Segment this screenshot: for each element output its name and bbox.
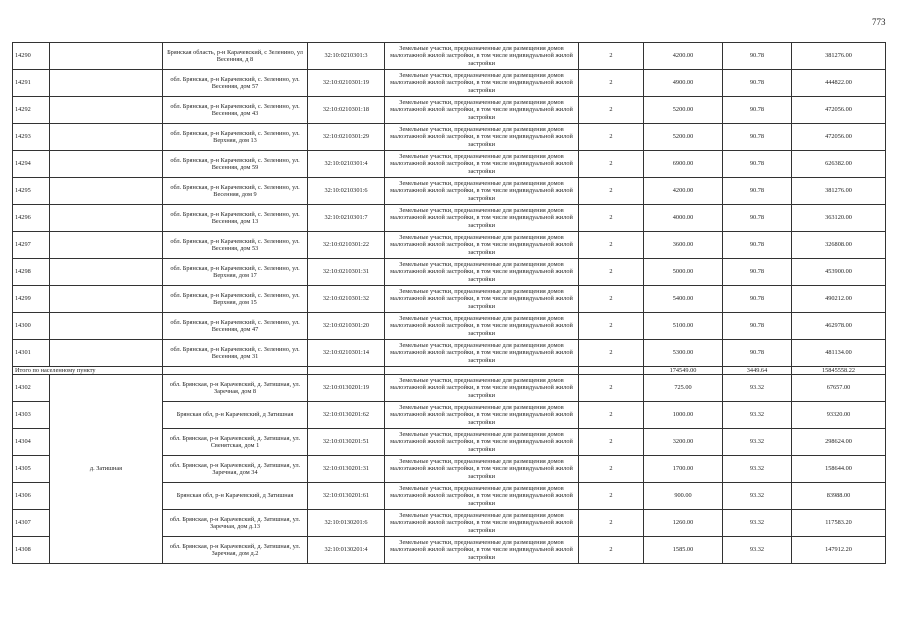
cost-cell: 481134.00 [792,340,886,367]
table-row [13,340,886,367]
rate-cell: 90.78 [723,259,792,286]
cost-cell: 326808.00 [792,232,886,259]
cost-cell: 444822.00 [792,70,886,97]
row-id: 14297 [13,232,50,259]
row-id: 14292 [13,97,50,124]
total-cost: 15845558.22 [792,367,886,375]
table-row [13,43,886,70]
address-cell: обл. Брянская, р-н Карачевский, с. Зеленино, ул. Весенняя, дом 13 [163,205,308,232]
area-cell: 900.00 [644,483,723,510]
cadastral-number: 32:10:0210301:20 [308,313,385,340]
cost-cell: 363120.00 [792,205,886,232]
land-use-cell: Земельные участки, предназначенные для размещения домов малоэтажной жилой застройки, в том числе индивидуальной жилой застройки [385,70,579,97]
rate-cell: 90.78 [723,97,792,124]
area-cell: 4900.00 [644,70,723,97]
address-cell: обл. Брянская, р-н Карачевский, с. Зеленино, ул. Весенняя, дом 57 [163,70,308,97]
cadastral-number: 32:10:0210301:22 [308,232,385,259]
category-cell: 2 [579,286,644,313]
cost-cell: 453900.00 [792,259,886,286]
land-use-cell: Земельные участки, предназначенные для размещения домов малоэтажной жилой застройки, в том числе индивидуальной жилой застройки [385,286,579,313]
area-cell: 5400.00 [644,286,723,313]
area-cell: 5200.00 [644,124,723,151]
address-cell: Брянская обл, р-н Карачевский, д Затишная [163,483,308,510]
land-use-cell: Земельные участки, предназначенные для размещения домов малоэтажной жилой застройки, в том числе индивидуальной жилой застройки [385,124,579,151]
category-cell: 2 [579,510,644,537]
category-cell: 2 [579,429,644,456]
land-use-cell: Земельные участки, предназначенные для размещения домов малоэтажной жилой застройки, в том числе индивидуальной жилой застройки [385,43,579,70]
area-cell: 4000.00 [644,205,723,232]
area-cell: 1260.00 [644,510,723,537]
row-id: 14293 [13,124,50,151]
land-use-cell: Земельные участки, предназначенные для размещения домов малоэтажной жилой застройки, в том числе индивидуальной жилой застройки [385,375,579,402]
total-rate: 3449.64 [723,367,792,375]
area-cell: 725.00 [644,375,723,402]
row-id: 14308 [13,537,50,564]
table-row [13,259,886,286]
cadastral-number: 32:10:0130201:4 [308,537,385,564]
cadastral-number: 32:10:0210301:19 [308,70,385,97]
table-row [13,375,886,402]
land-use-cell: Земельные участки, предназначенные для размещения домов малоэтажной жилой застройки, в том числе индивидуальной жилой застройки [385,402,579,429]
rate-cell: 93.32 [723,456,792,483]
cadastral-number: 32:10:0130201:62 [308,402,385,429]
total-empty [163,367,308,375]
land-use-cell: Земельные участки, предназначенные для размещения домов малоэтажной жилой застройки, в том числе индивидуальной жилой застройки [385,456,579,483]
cost-cell: 381276.00 [792,43,886,70]
category-cell: 2 [579,483,644,510]
address-cell: обл. Брянская, р-н Карачевский, с. Зеленино, ул. Весенняя, дом 31 [163,340,308,367]
rate-cell: 90.78 [723,70,792,97]
locality-name: д. Затишная [50,375,163,564]
category-cell: 2 [579,232,644,259]
empty-cell [50,340,163,367]
row-id: 14304 [13,429,50,456]
cost-cell: 472056.00 [792,124,886,151]
empty-cell [50,97,163,124]
area-cell: 3200.00 [644,429,723,456]
cadastral-number: 32:10:0130201:51 [308,429,385,456]
address-cell: обл. Брянская, р-н Карачевский, д. Затишная, ул. Свенятская, дом 1 [163,429,308,456]
land-registry-table [12,42,886,564]
empty-cell [50,313,163,340]
row-id: 14303 [13,402,50,429]
land-use-cell: Земельные участки, предназначенные для размещения домов малоэтажной жилой застройки, в том числе индивидуальной жилой застройки [385,313,579,340]
address-cell: обл. Брянская, р-н Карачевский, с. Зеленино, ул. Верхняя, дом 13 [163,124,308,151]
category-cell: 2 [579,205,644,232]
total-label: Итого по населенному пункту [13,367,163,375]
rate-cell: 90.78 [723,286,792,313]
rate-cell: 93.32 [723,375,792,402]
row-id: 14306 [13,483,50,510]
row-id: 14302 [13,375,50,402]
category-cell: 2 [579,259,644,286]
category-cell: 2 [579,537,644,564]
category-cell: 2 [579,70,644,97]
cost-cell: 626382.00 [792,151,886,178]
address-cell: обл. Брянская, р-н Карачевский, с. Зеленино, ул. Весенняя, дом 43 [163,97,308,124]
area-cell: 5200.00 [644,97,723,124]
cadastral-number: 32:10:0130201:6 [308,510,385,537]
land-use-cell: Земельные участки, предназначенные для размещения домов малоэтажной жилой застройки, в том числе индивидуальной жилой застройки [385,232,579,259]
address-cell: обл. Брянская, р-н Карачевский, с. Зеленино, ул. Весенняя, дом 53 [163,232,308,259]
rate-cell: 93.32 [723,429,792,456]
row-id: 14294 [13,151,50,178]
cadastral-number: 32:10:0210301:3 [308,43,385,70]
land-use-cell: Земельные участки, предназначенные для размещения домов малоэтажной жилой застройки, в том числе индивидуальной жилой застройки [385,483,579,510]
empty-cell [50,178,163,205]
rate-cell: 90.78 [723,178,792,205]
cost-cell: 67657.00 [792,375,886,402]
row-id: 14290 [13,43,50,70]
row-id: 14299 [13,286,50,313]
cost-cell: 93320.00 [792,402,886,429]
land-use-cell: Земельные участки, предназначенные для размещения домов малоэтажной жилой застройки, в том числе индивидуальной жилой застройки [385,151,579,178]
area-cell: 3600.00 [644,232,723,259]
table-row [13,178,886,205]
land-use-cell: Земельные участки, предназначенные для размещения домов малоэтажной жилой застройки, в том числе индивидуальной жилой застройки [385,537,579,564]
table-row [13,286,886,313]
rate-cell: 93.32 [723,510,792,537]
area-cell: 6900.00 [644,151,723,178]
address-cell: Брянская область, р-н Карачевский, с Зеленино, ул Весенняя, д 8 [163,43,308,70]
rate-cell: 90.78 [723,43,792,70]
row-id: 14295 [13,178,50,205]
cost-cell: 472056.00 [792,97,886,124]
table-row [13,313,886,340]
address-cell: обл. Брянская, р-н Карачевский, с. Зеленино, ул. Верхняя, дом 17 [163,259,308,286]
area-cell: 5100.00 [644,313,723,340]
rate-cell: 90.78 [723,151,792,178]
table-row [13,205,886,232]
rate-cell: 90.78 [723,124,792,151]
cadastral-number: 32:10:0210301:31 [308,259,385,286]
total-row [13,367,886,375]
empty-cell [50,232,163,259]
cost-cell: 117583.20 [792,510,886,537]
address-cell: обл. Брянская, р-н Карачевский, с. Зеленино, ул. Весенняя, дом 9 [163,178,308,205]
cost-cell: 147912.20 [792,537,886,564]
cadastral-number: 32:10:0210301:29 [308,124,385,151]
total-empty [308,367,385,375]
empty-cell [50,124,163,151]
cadastral-number: 32:10:0210301:4 [308,151,385,178]
empty-cell [50,259,163,286]
rate-cell: 93.32 [723,537,792,564]
land-use-cell: Земельные участки, предназначенные для размещения домов малоэтажной жилой застройки, в том числе индивидуальной жилой застройки [385,205,579,232]
table-row [13,232,886,259]
empty-cell [50,151,163,178]
land-use-cell: Земельные участки, предназначенные для размещения домов малоэтажной жилой застройки, в том числе индивидуальной жилой застройки [385,259,579,286]
row-id: 14300 [13,313,50,340]
rate-cell: 90.78 [723,205,792,232]
cost-cell: 158644.00 [792,456,886,483]
address-cell: обл. Брянская, р-н Карачевский, д. Затишная, ул. Заречная, дом 34 [163,456,308,483]
category-cell: 2 [579,43,644,70]
rate-cell: 90.78 [723,313,792,340]
category-cell: 2 [579,402,644,429]
row-id: 14298 [13,259,50,286]
table-row [13,70,886,97]
rate-cell: 90.78 [723,340,792,367]
total-empty [579,367,644,375]
category-cell: 2 [579,178,644,205]
category-cell: 2 [579,313,644,340]
address-cell: обл. Брянская, р-н Карачевский, с. Зеленино, ул. Весенняя, дом 59 [163,151,308,178]
address-cell: обл. Брянская, р-н Карачевский, с. Зеленино, ул. Верхняя, дом 15 [163,286,308,313]
cadastral-number: 32:10:0210301:6 [308,178,385,205]
cadastral-number: 32:10:0210301:32 [308,286,385,313]
area-cell: 1585.00 [644,537,723,564]
address-cell: Брянская обл, р-н Карачевский, д Затишная [163,402,308,429]
land-use-cell: Земельные участки, предназначенные для размещения домов малоэтажной жилой застройки, в том числе индивидуальной жилой застройки [385,178,579,205]
rate-cell: 93.32 [723,483,792,510]
page-number: 773 [872,17,886,27]
rate-cell: 93.32 [723,402,792,429]
row-id: 14291 [13,70,50,97]
rate-cell: 90.78 [723,232,792,259]
area-cell: 5000.00 [644,259,723,286]
area-cell: 1700.00 [644,456,723,483]
category-cell: 2 [579,124,644,151]
total-empty [385,367,579,375]
area-cell: 5300.00 [644,340,723,367]
cost-cell: 490212.00 [792,286,886,313]
table-row [13,151,886,178]
address-cell: обл. Брянская, р-н Карачевский, с. Зеленино, ул. Весенняя, дом 47 [163,313,308,340]
cost-cell: 298624.00 [792,429,886,456]
category-cell: 2 [579,375,644,402]
total-area: 174549.00 [644,367,723,375]
category-cell: 2 [579,151,644,178]
cost-cell: 381276.00 [792,178,886,205]
cadastral-number: 32:10:0130201:19 [308,375,385,402]
area-cell: 4200.00 [644,178,723,205]
empty-cell [50,43,163,70]
row-id: 14305 [13,456,50,483]
land-use-cell: Земельные участки, предназначенные для размещения домов малоэтажной жилой застройки, в том числе индивидуальной жилой застройки [385,97,579,124]
table-row [13,124,886,151]
table-row [13,97,886,124]
cadastral-number: 32:10:0210301:14 [308,340,385,367]
empty-cell [50,205,163,232]
category-cell: 2 [579,340,644,367]
category-cell: 2 [579,97,644,124]
cost-cell: 462978.00 [792,313,886,340]
row-id: 14307 [13,510,50,537]
area-cell: 4200.00 [644,43,723,70]
empty-cell [50,286,163,313]
land-use-cell: Земельные участки, предназначенные для размещения домов малоэтажной жилой застройки, в том числе индивидуальной жилой застройки [385,429,579,456]
row-id: 14301 [13,340,50,367]
row-id: 14296 [13,205,50,232]
cadastral-number: 32:10:0130201:31 [308,456,385,483]
address-cell: обл. Брянская, р-н Карачевский, д. Затишная, ул. Заречная, дом 8 [163,375,308,402]
cadastral-number: 32:10:0210301:18 [308,97,385,124]
address-cell: обл. Брянская, р-н Карачевский, д. Затишная, ул. Заречная, дом д.2 [163,537,308,564]
area-cell: 1000.00 [644,402,723,429]
address-cell: обл. Брянская, р-н Карачевский, д. Затишная, ул. Заречная, дом д.13 [163,510,308,537]
land-use-cell: Земельные участки, предназначенные для размещения домов малоэтажной жилой застройки, в том числе индивидуальной жилой застройки [385,510,579,537]
cost-cell: 83988.00 [792,483,886,510]
cadastral-number: 32:10:0210301:7 [308,205,385,232]
land-use-cell: Земельные участки, предназначенные для размещения домов малоэтажной жилой застройки, в том числе индивидуальной жилой застройки [385,340,579,367]
cadastral-number: 32:10:0130201:61 [308,483,385,510]
category-cell: 2 [579,456,644,483]
empty-cell [50,70,163,97]
